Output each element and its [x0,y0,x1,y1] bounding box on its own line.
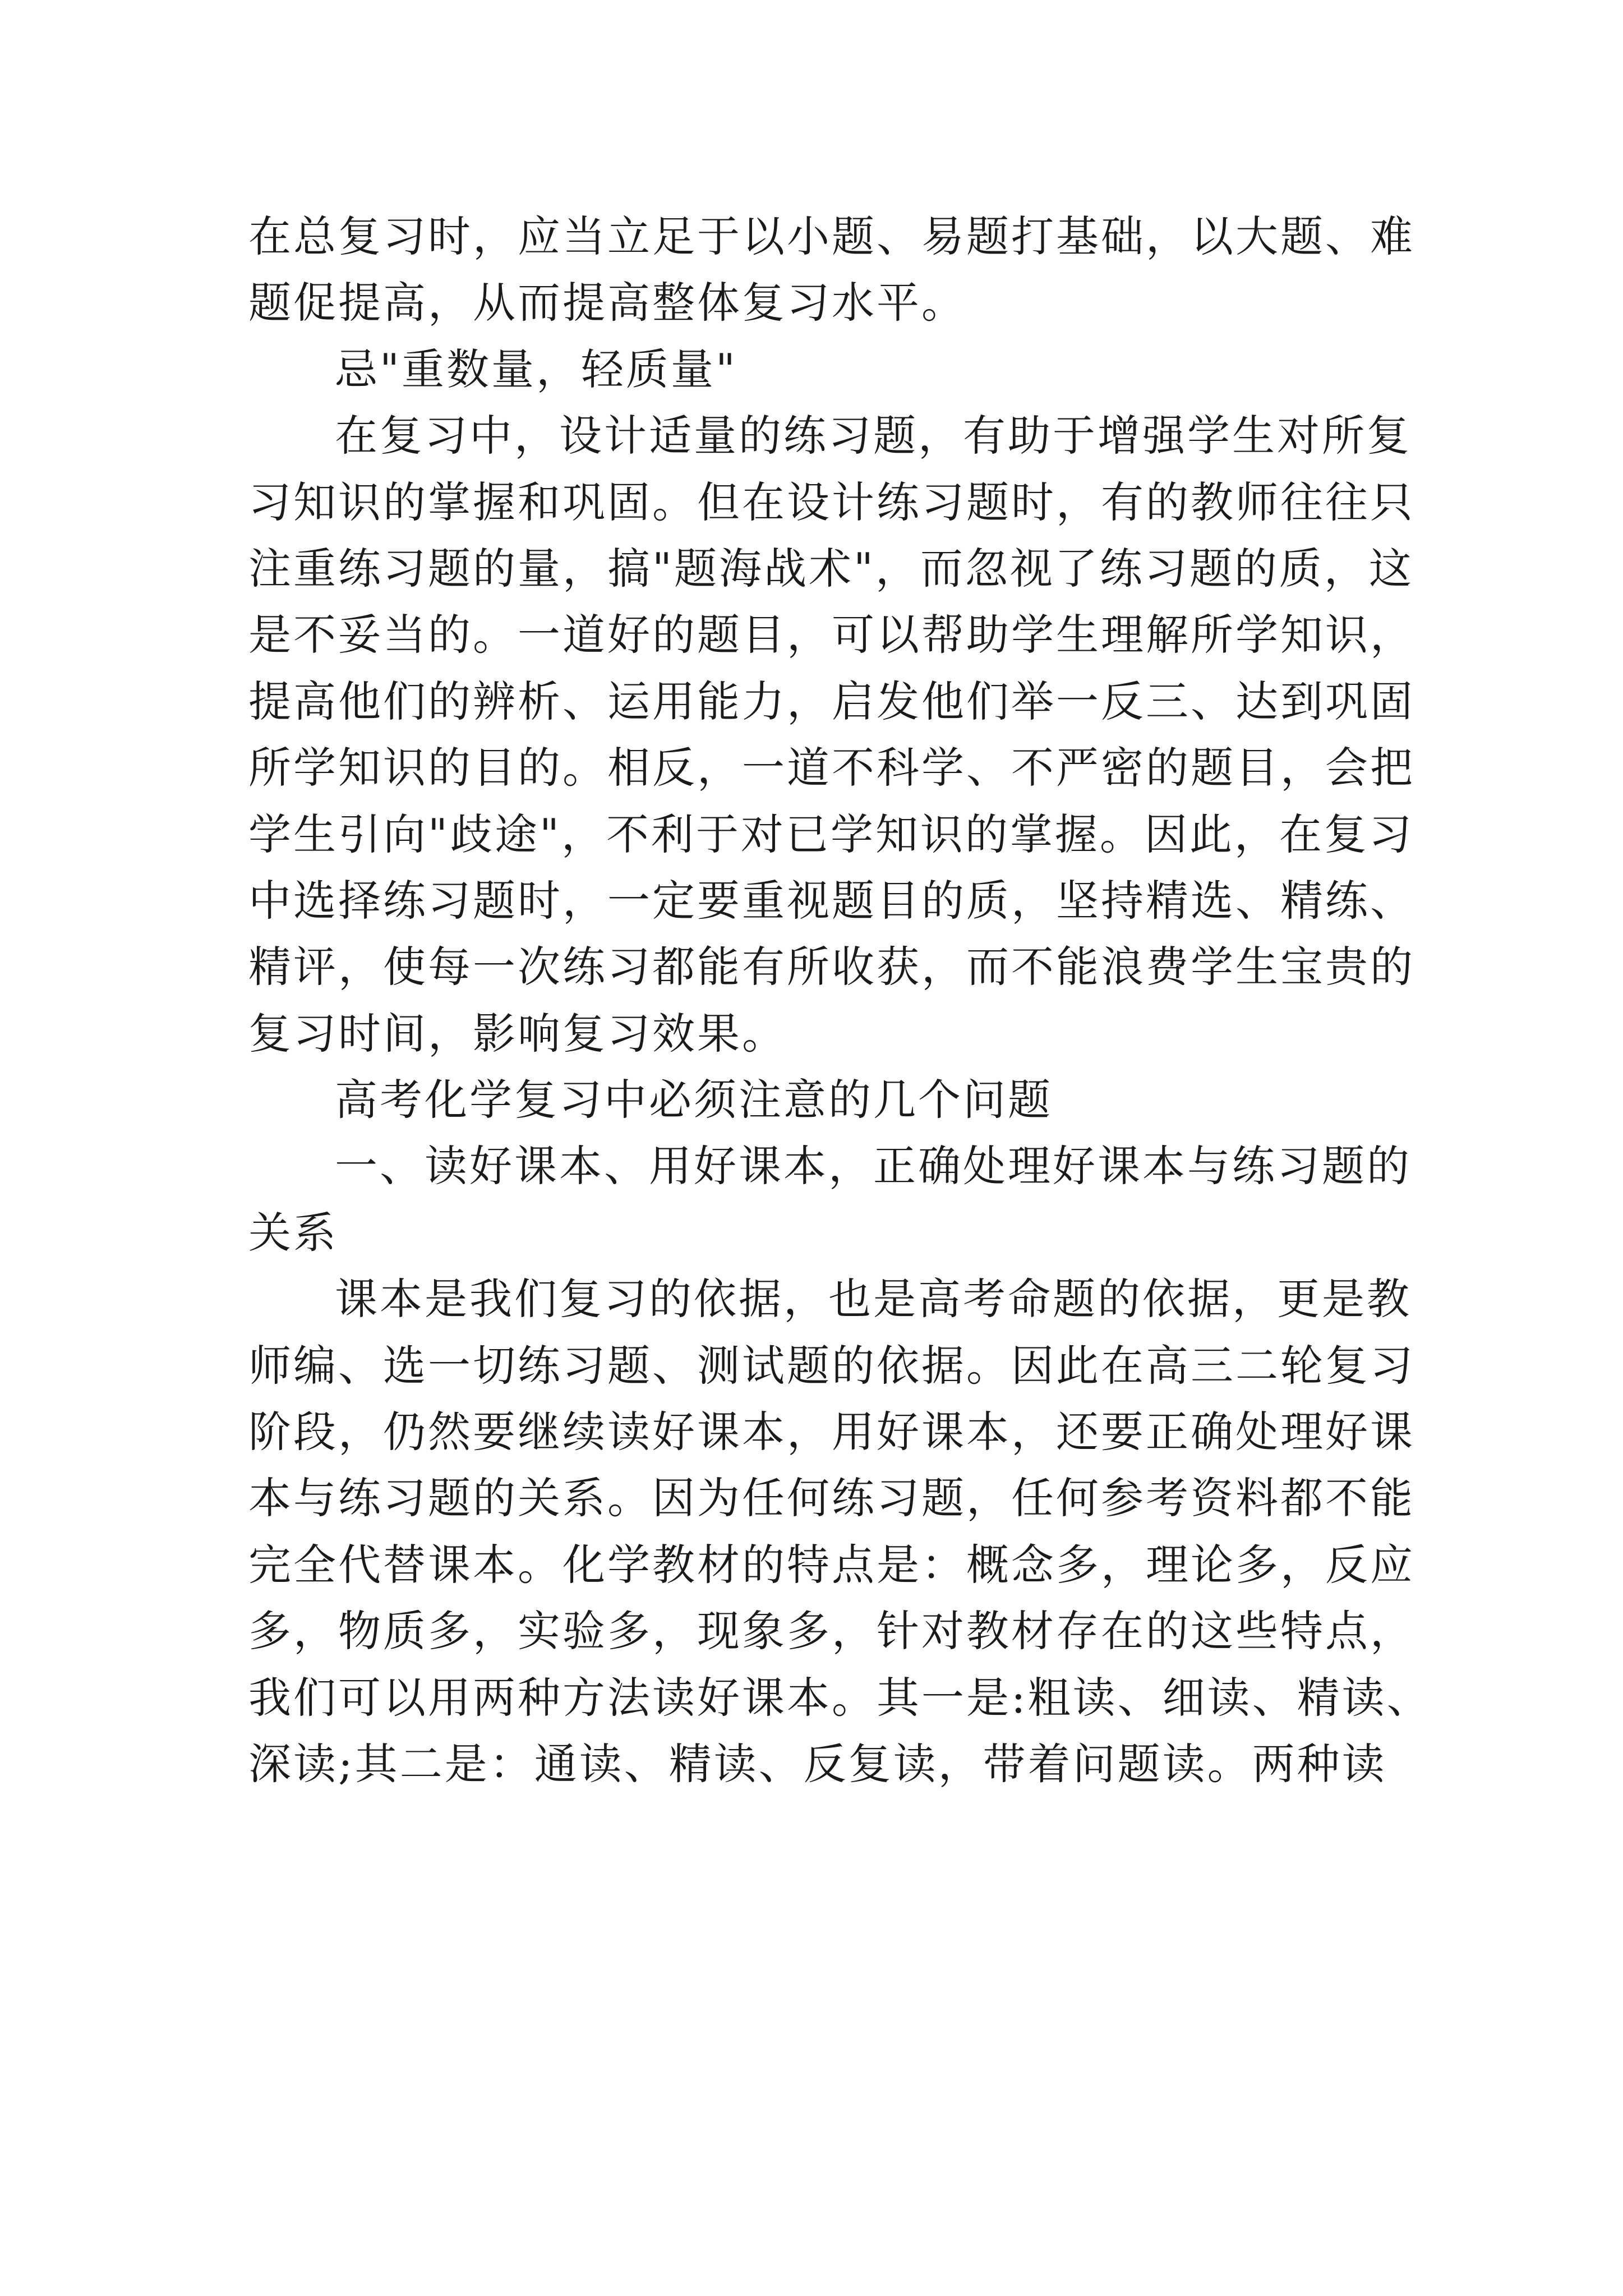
text-line: 学生引向"歧途"，不利于对已学知识的掌握。因此，在复习 [248,809,1414,859]
text-line: 我们可以用两种方法读好课本。其一是:粗读、细读、精读、 [248,1672,1432,1723]
text-line: 完全代替课本。化学教材的特点是：概念多，理论多，反应 [248,1539,1415,1590]
text-line: 复习时间，影响复习效果。 [248,1008,787,1059]
text-line: 多，物质多，实验多，现象多，针对教材存在的这些特点， [248,1606,1415,1657]
section-heading: 忌"重数量，轻质量" [335,344,737,394]
text-line: 题促提高，从而提高整体复习水平。 [248,278,966,328]
text-line: 在总复习时，应当立足于以小题、易题打基础，以大题、难 [248,211,1415,261]
text-line: 本与练习题的关系。因为任何练习题，任何参考资料都不能 [248,1473,1415,1524]
text-line: 师编、选一切练习题、测试题的依据。因此在高三二轮复习 [248,1340,1415,1391]
subsection-heading-continued: 关系 [248,1207,338,1258]
text-line: 阶段，仍然要继续读好课本，用好课本，还要正确处理好课 [248,1407,1415,1457]
section-heading: 高考化学复习中必须注意的几个问题 [335,1075,1053,1125]
text-line: 精评，使每一次练习都能有所收获，而不能浪费学生宝贵的 [248,942,1415,992]
body-text [248,204,1432,1797]
paragraph-start: 课本是我们复习的依据，也是高考命题的依据，更是教 [335,1274,1412,1324]
text-line: 所学知识的目的。相反，一道不科学、不严密的题目，会把 [248,743,1415,793]
text-line: 提高他们的辨析、运用能力，启发他们举一反三、达到巩固 [248,676,1415,726]
text-line: 是不妥当的。一道好的题目，可以帮助学生理解所学知识， [248,610,1415,660]
text-line: 深读;其二是：通读、精读、反复读，带着问题读。两种读 [248,1738,1387,1789]
subsection-heading: 一、读好课本、用好课本，正确处理好课本与练习题的 [335,1141,1412,1191]
text-line: 习知识的掌握和巩固。但在设计练习题时，有的教师往往只 [248,477,1415,527]
text-line: 注重练习题的量，搞"题海战术"，而忽视了练习题的质，这 [248,543,1414,593]
paragraph-start: 在复习中，设计适量的练习题，有助于增强学生对所复 [335,411,1412,461]
text-line: 中选择练习题时，一定要重视题目的质，坚持精选、精练、 [248,875,1415,926]
